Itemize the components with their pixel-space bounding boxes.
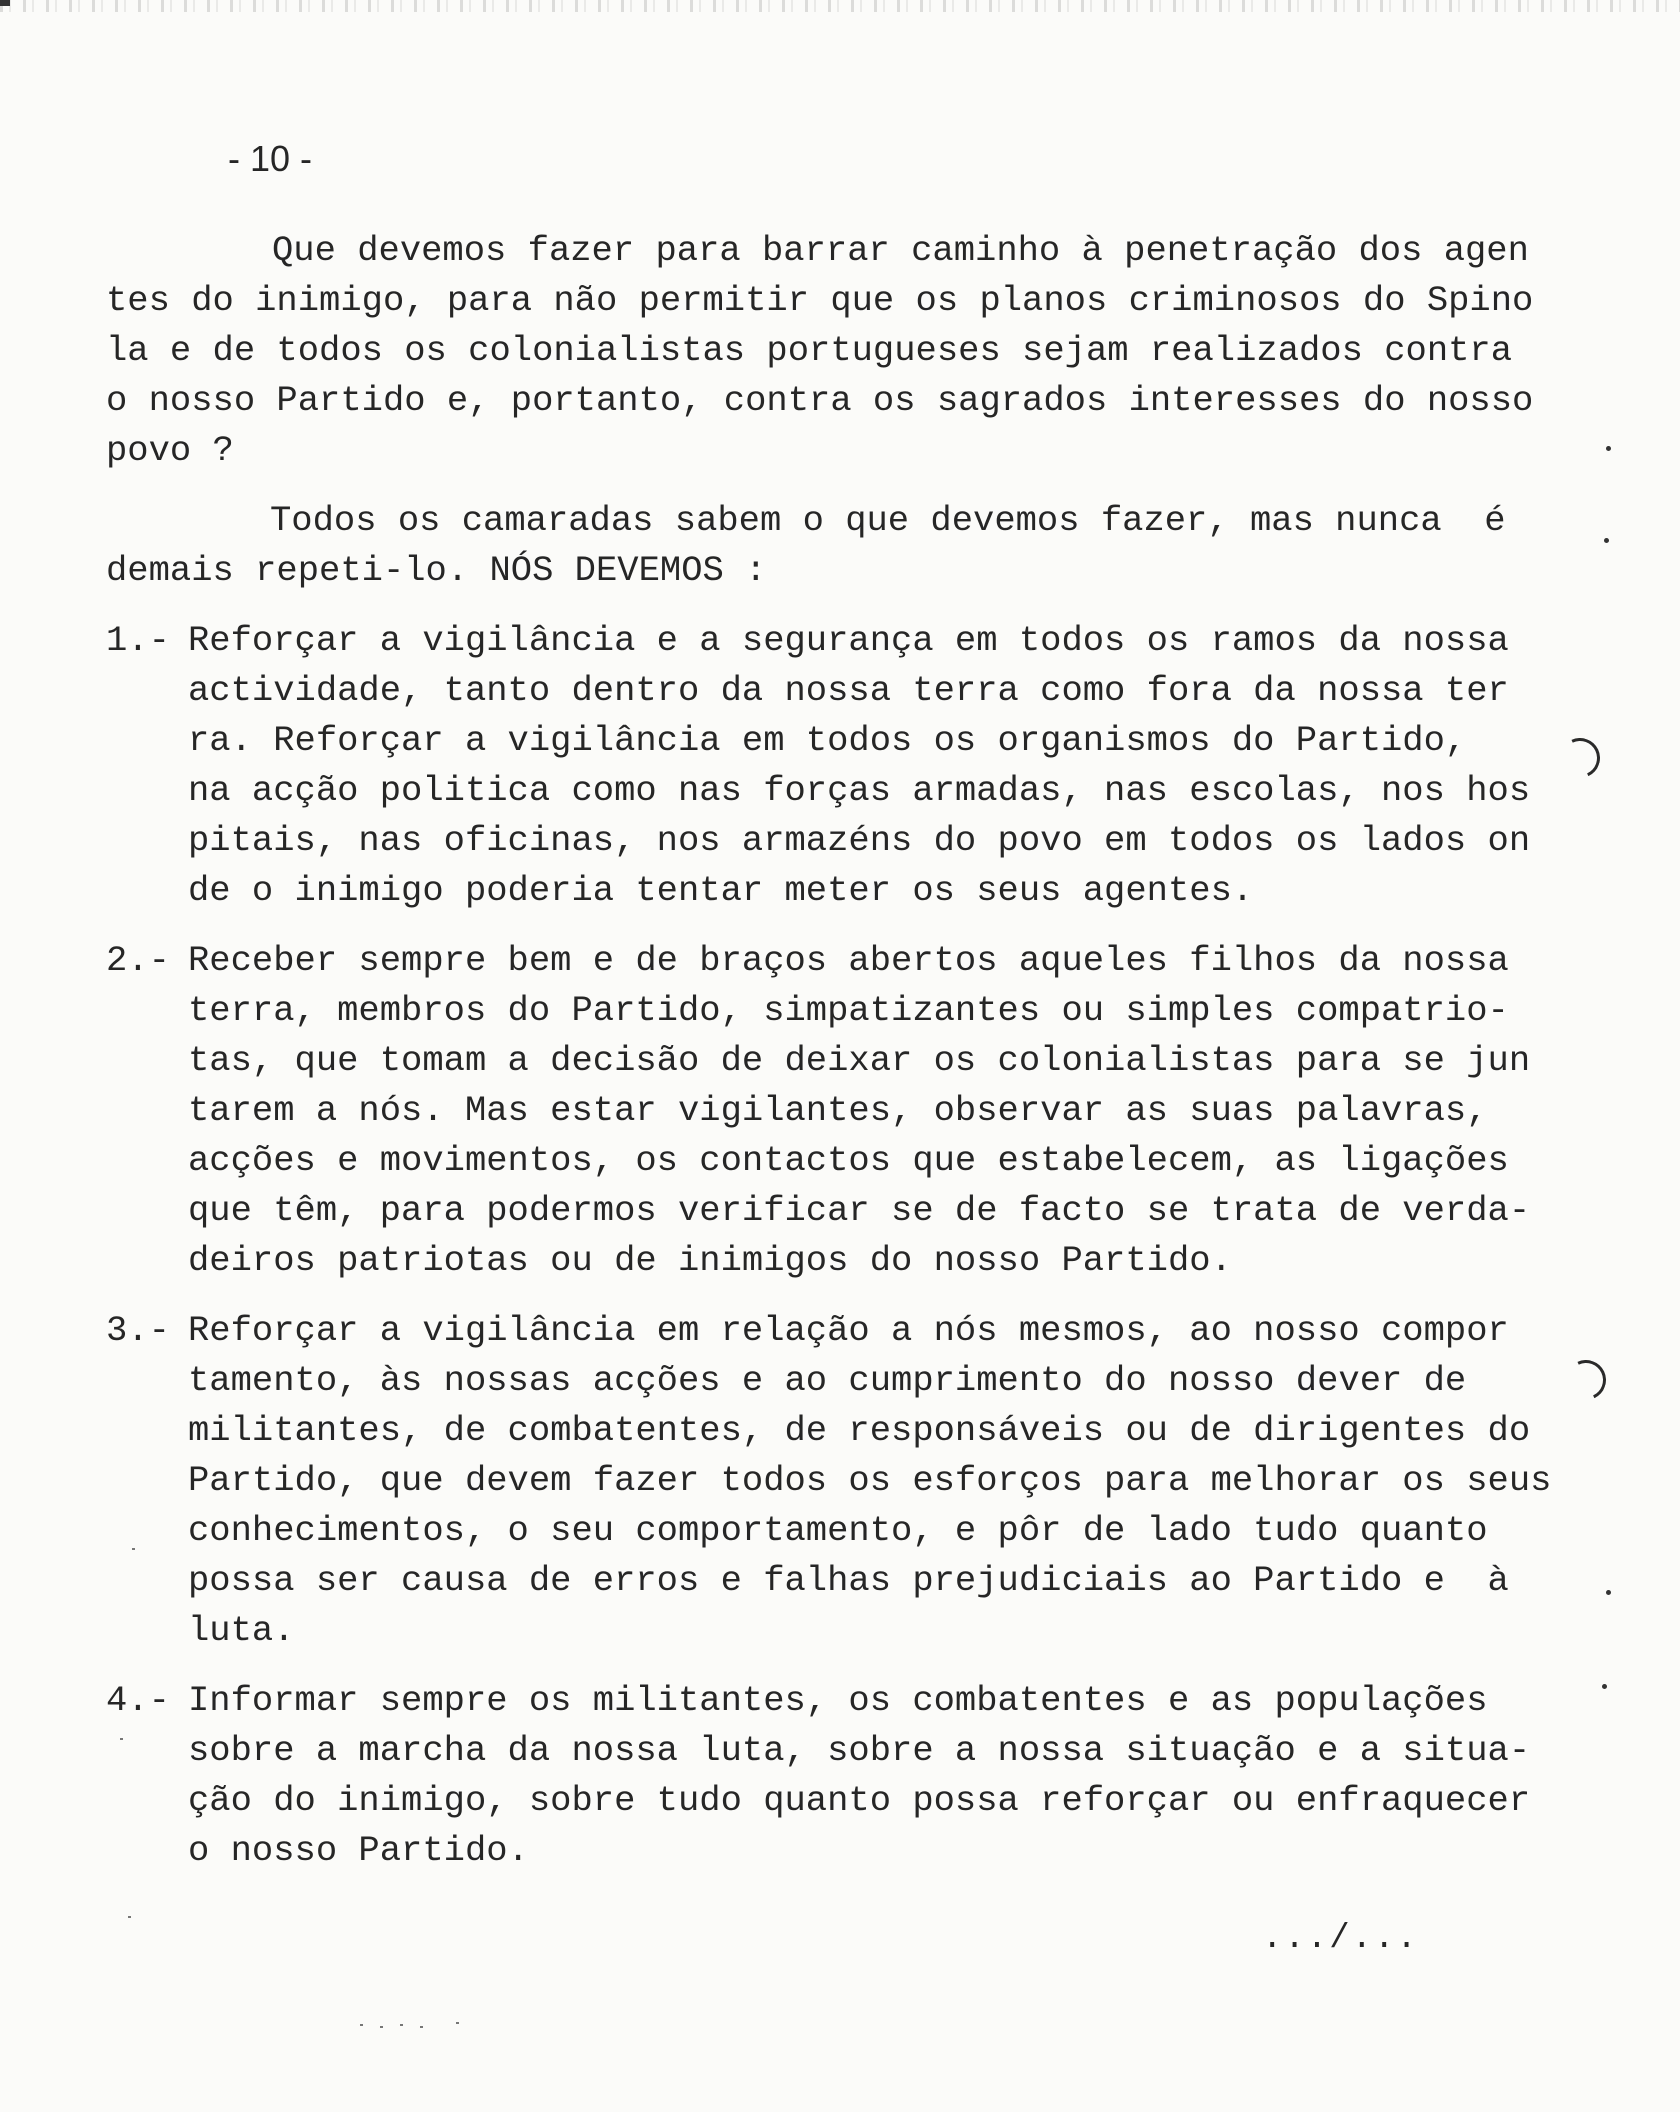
item-3-line-6: possa ser causa de erros e falhas prejudiciais ao Partido e à — [188, 1560, 1509, 1601]
scan-speck — [420, 2026, 423, 2028]
item-1-number: 1.- — [106, 620, 170, 661]
item-3-line-1: Reforçar a vigilância em relação a nós mesmos, ao nosso compor — [188, 1310, 1509, 1351]
scan-speck — [128, 1916, 131, 1918]
item-1-line-2: actividade, tanto dentro da nossa terra como fora da nossa ter — [188, 670, 1509, 711]
item-2-line-7: deiros patriotas ou de inimigos do nosso Partido. — [188, 1240, 1232, 1281]
item-1-line-6: de o inimigo poderia tentar meter os seus agentes. — [188, 870, 1254, 911]
item-4-line-3: ção do inimigo, sobre tudo quanto possa reforçar ou enfraquecer — [188, 1780, 1531, 1821]
item-2-line-3: tas, que tomam a decisão de deixar os colonialistas para se jun — [188, 1040, 1531, 1081]
item-2-line-1: Receber sempre bem e de braços abertos aqueles filhos da nossa — [188, 940, 1509, 981]
item-3-line-4: Partido, que devem fazer todos os esforços para melhorar os seus — [188, 1460, 1552, 1501]
paragraph-1-line-2: tes do inimigo, para não permitir que os planos criminosos do Spino — [106, 280, 1534, 321]
paragraph-2-line-2: demais repeti-lo. NÓS DEVEMOS : — [106, 550, 767, 591]
item-1-line-1: Reforçar a vigilância e a segurança em todos os ramos da nossa — [188, 620, 1509, 661]
scan-speck — [380, 2026, 383, 2028]
item-3-line-2: tamento, às nossas acções e ao cumprimento do nosso dever de — [188, 1360, 1467, 1401]
paragraph-1-line-4: o nosso Partido e, portanto, contra os sagrados interesses do nosso — [106, 380, 1534, 421]
punch-hole-mark — [1560, 1354, 1611, 1405]
item-4-number: 4.- — [106, 1680, 170, 1721]
scan-dot — [1606, 446, 1611, 451]
scan-speck — [360, 2024, 363, 2026]
paragraph-2-line-1: Todos os camaradas sabem o que devemos fazer, mas nunca é — [270, 500, 1506, 541]
item-2-line-6: que têm, para podermos verificar se de facto se trata de verda- — [188, 1190, 1531, 1231]
scan-speck — [400, 2024, 403, 2026]
item-2-line-4: tarem a nós. Mas estar vigilantes, observar as suas palavras, — [188, 1090, 1488, 1131]
item-3-line-3: militantes, de combatentes, de responsáveis ou de dirigentes do — [188, 1410, 1531, 1451]
scan-speck — [456, 2022, 459, 2024]
scan-edge-noise — [0, 0, 1680, 12]
scan-dot — [1606, 1590, 1611, 1595]
punch-hole-mark — [1554, 732, 1605, 783]
item-2-line-5: acções e movimentos, os contactos que estabelecem, as ligações — [188, 1140, 1509, 1181]
scan-dot — [1604, 538, 1609, 543]
item-3-line-5: conhecimentos, o seu comportamento, e pôr de lado tudo quanto — [188, 1510, 1488, 1551]
paragraph-1-line-1: Que devemos fazer para barrar caminho à penetração dos agen — [272, 230, 1529, 271]
scan-speck — [132, 1548, 135, 1550]
item-3-line-7: luta. — [188, 1610, 295, 1651]
item-3-number: 3.- — [106, 1310, 170, 1351]
item-2-line-2: terra, membros do Partido, simpatizantes ou simples compatrio- — [188, 990, 1509, 1031]
continuation-mark: .../... — [1262, 1920, 1419, 1958]
paragraph-1-line-5: povo ? — [106, 430, 234, 471]
page-number: - 10 - — [228, 138, 313, 179]
scan-speck — [120, 1738, 123, 1740]
scan-dot — [1602, 1684, 1607, 1689]
item-1-line-5: pitais, nas oficinas, nos armazéns do povo em todos os lados on — [188, 820, 1531, 861]
item-4-line-2: sobre a marcha da nossa luta, sobre a nossa situação e a situa- — [188, 1730, 1531, 1771]
item-1-line-4: na acção politica como nas forças armadas, nas escolas, nos hos — [188, 770, 1531, 811]
item-4-line-4: o nosso Partido. — [188, 1830, 529, 1871]
item-4-line-1: Informar sempre os militantes, os combatentes e as populações — [188, 1680, 1488, 1721]
paragraph-1-line-3: la e de todos os colonialistas portugueses sejam realizados contra — [106, 330, 1513, 371]
item-2-number: 2.- — [106, 940, 170, 981]
item-1-line-3: ra. Reforçar a vigilância em todos os organismos do Partido, — [188, 720, 1467, 761]
scan-corner-mark — [0, 0, 10, 6]
